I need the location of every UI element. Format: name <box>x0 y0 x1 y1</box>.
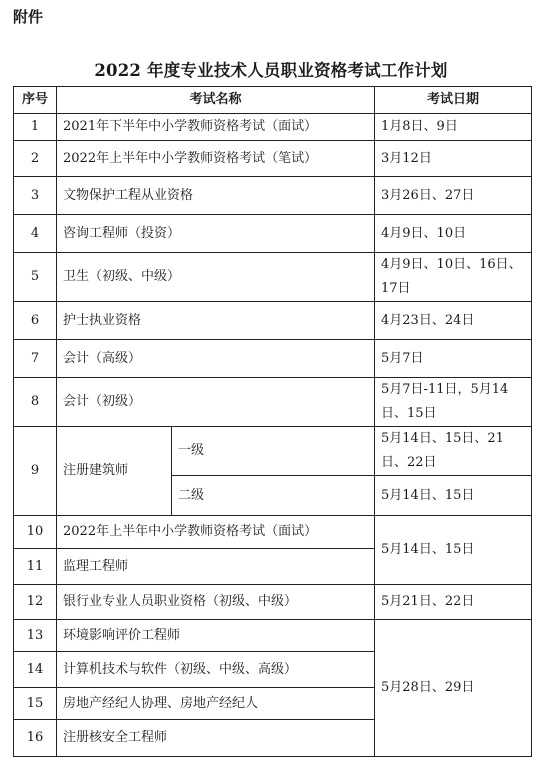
row-exam-date: 4月23日、24日 <box>375 302 532 340</box>
row-exam-name: 文物保护工程从业资格 <box>57 177 375 215</box>
table-row <box>14 620 532 652</box>
row-exam-name: 护士执业资格 <box>57 302 375 340</box>
row-seq: 16 <box>14 720 57 757</box>
table-row <box>14 585 532 620</box>
row-exam-name: 监理工程师 <box>57 549 375 585</box>
row-seq: 15 <box>14 688 57 720</box>
row-exam-date: 3月12日 <box>375 141 532 177</box>
table-row <box>14 177 532 215</box>
row-exam-date: 5月7日 <box>375 340 532 378</box>
table-row <box>14 516 532 549</box>
row-exam-date: 4月9日、10日 <box>375 215 532 253</box>
table-header-row <box>14 87 532 114</box>
row-exam-name: 注册核安全工程师 <box>57 720 375 757</box>
row-seq: 7 <box>14 340 57 378</box>
row-exam-date: 5月14日、15日 <box>375 476 532 516</box>
row-exam-name: 卫生（初级、中级） <box>57 253 375 302</box>
row-exam-name: 房地产经纪人协理、房地产经纪人 <box>57 688 375 720</box>
row-seq: 9 <box>14 427 57 516</box>
row-seq: 10 <box>14 516 57 549</box>
row-exam-date: 5月14日、15日、21日、22日 <box>375 427 532 476</box>
row-exam-name: 注册建筑师 <box>57 427 172 516</box>
row-seq: 5 <box>14 253 57 302</box>
table-row <box>14 378 532 427</box>
table-row <box>14 114 532 141</box>
row-exam-name: 会计（初级） <box>57 378 375 427</box>
row-exam-name: 2022年上半年中小学教师资格考试（面试） <box>57 516 375 549</box>
table-row <box>14 215 532 253</box>
row-seq: 13 <box>14 620 57 652</box>
row-seq: 14 <box>14 652 57 688</box>
table-row <box>14 427 532 476</box>
row-seq: 1 <box>14 114 57 141</box>
table-row <box>14 302 532 340</box>
row-seq: 4 <box>14 215 57 253</box>
row-exam-date: 5月21日、22日 <box>375 585 532 620</box>
row-exam-level: 一级 <box>172 427 375 476</box>
row-seq: 3 <box>14 177 57 215</box>
row-exam-date: 3月26日、27日 <box>375 177 532 215</box>
row-exam-date: 1月8日、9日 <box>375 114 532 141</box>
row-seq: 12 <box>14 585 57 620</box>
row-exam-name: 2021年下半年中小学教师资格考试（面试） <box>57 114 375 141</box>
row-exam-date: 5月7日-11日，5月14日、15日 <box>375 378 532 427</box>
row-exam-name: 环境影响评价工程师 <box>57 620 375 652</box>
table-row <box>14 253 532 302</box>
row-exam-date: 5月28日、29日 <box>375 620 532 757</box>
row-exam-level: 二级 <box>172 476 375 516</box>
row-seq: 11 <box>14 549 57 585</box>
row-exam-name: 咨询工程师（投资） <box>57 215 375 253</box>
header-name: 考试名称 <box>57 87 375 114</box>
row-seq: 6 <box>14 302 57 340</box>
header-date: 考试日期 <box>375 87 532 114</box>
table-row <box>14 340 532 378</box>
row-seq: 2 <box>14 141 57 177</box>
document-title: 2022 年度专业技术人员职业资格考试工作计划 <box>94 61 448 80</box>
row-seq: 8 <box>14 378 57 427</box>
header-seq: 序号 <box>14 87 57 114</box>
table-row <box>14 141 532 177</box>
row-exam-date: 4月9日、10日、16日、17日 <box>375 253 532 302</box>
row-exam-date: 5月14日、15日 <box>375 516 532 585</box>
row-exam-name: 计算机技术与软件（初级、中级、高级） <box>57 652 375 688</box>
exam-plan-table <box>13 86 532 757</box>
row-exam-name: 银行业专业人员职业资格（初级、中级） <box>57 585 375 620</box>
row-exam-name: 会计（高级） <box>57 340 375 378</box>
attachment-label: 附件 <box>13 8 44 26</box>
row-exam-name: 2022年上半年中小学教师资格考试（笔试） <box>57 141 375 177</box>
